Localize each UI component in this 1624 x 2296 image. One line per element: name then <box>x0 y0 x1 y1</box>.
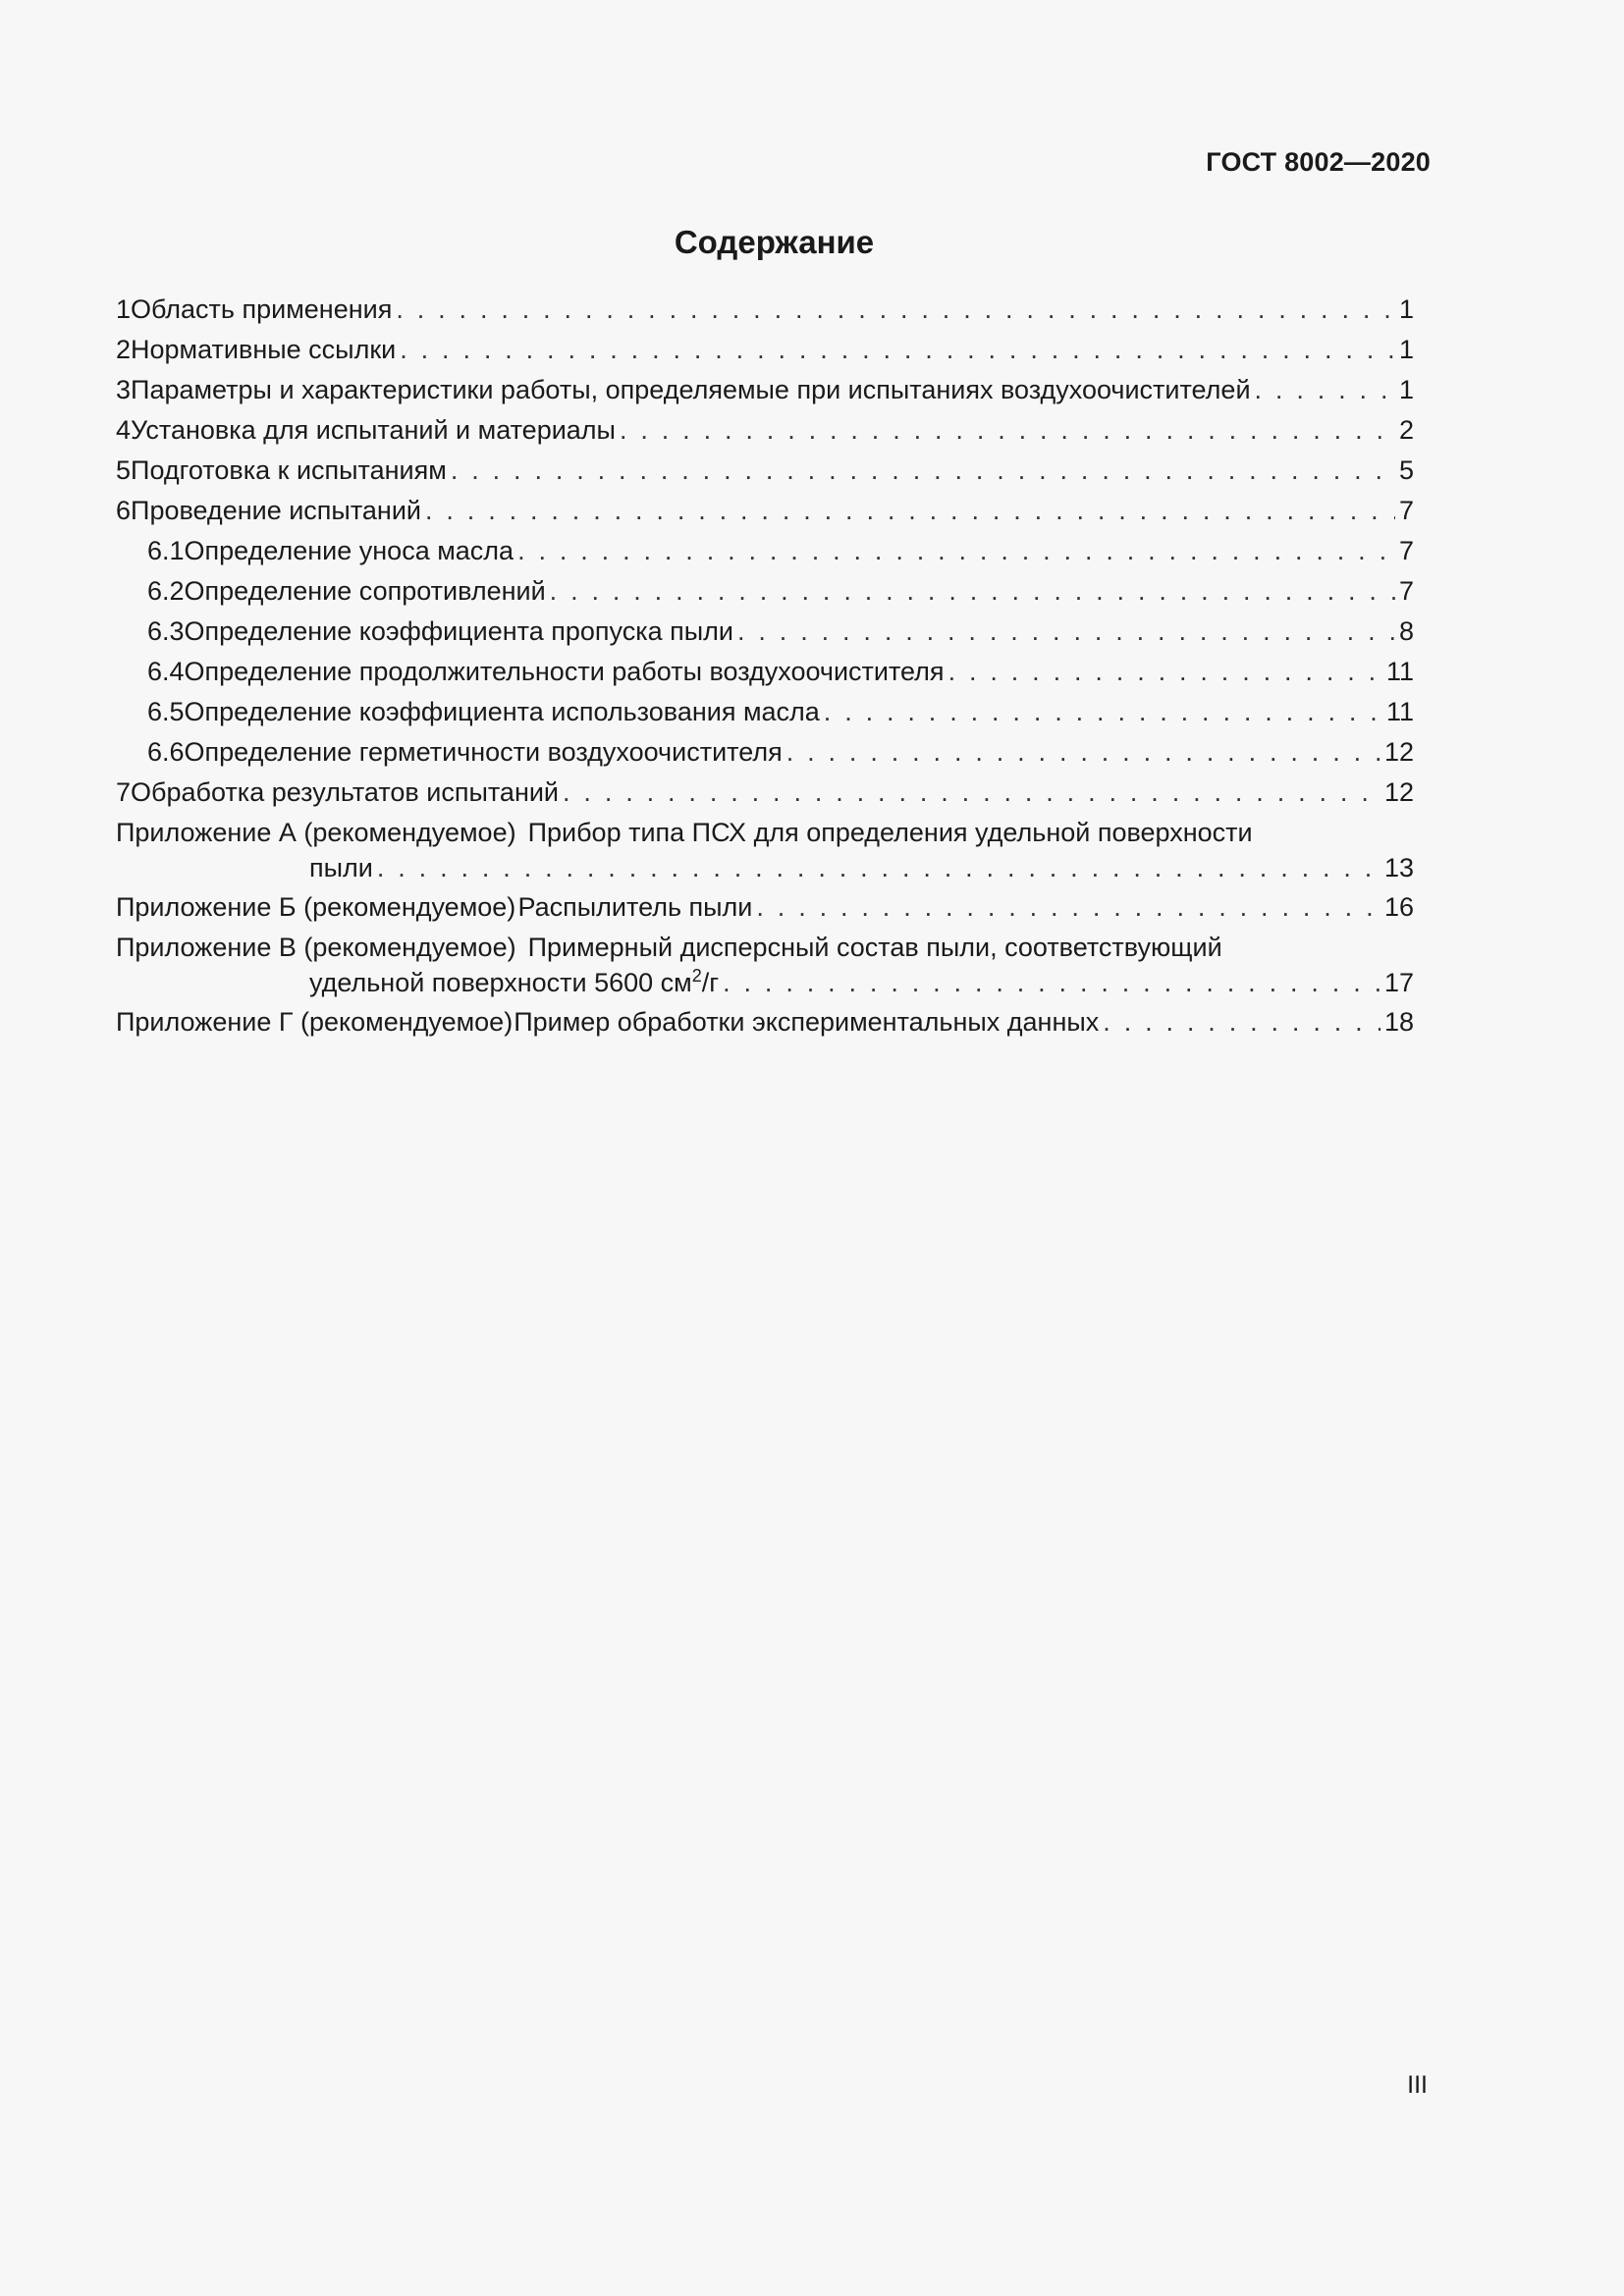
leader-dots <box>723 968 1380 998</box>
toc-entry-title: Проведение испытаний <box>131 496 421 525</box>
leader-dots <box>948 657 1382 687</box>
toc-entry-title: Область применения <box>131 294 393 324</box>
toc-entry-title: Определение уноса масла <box>184 536 514 565</box>
page-number: III <box>1407 2071 1428 2099</box>
leader-dots <box>400 335 1395 365</box>
leader-dots <box>737 616 1395 647</box>
leader-dots <box>1103 1007 1380 1038</box>
toc-entry-number: 6.6 <box>147 737 185 767</box>
appendix-label: Приложение Г (рекомендуемое) <box>116 1007 514 1037</box>
appendix-label: Приложение Б (рекомендуемое) <box>116 892 516 922</box>
toc-appendix-v[interactable] <box>116 933 1414 1007</box>
toc-entry-page: 13 <box>1383 853 1414 882</box>
leader-dots <box>550 576 1395 607</box>
leader-dots <box>786 737 1380 768</box>
toc-entry-6-1[interactable] <box>116 536 1414 576</box>
table-of-contents <box>116 294 1414 1047</box>
appendix-title-continued: пыли <box>309 853 373 882</box>
appendix-title-continued: удельной поверхности 5600 $см^2/г$ <box>309 968 720 997</box>
toc-entry-number: 1 <box>116 294 132 324</box>
leader-dots <box>756 892 1380 923</box>
leader-dots <box>451 455 1395 486</box>
toc-entry-page: 1 <box>1398 335 1414 364</box>
toc-entry-6-3[interactable] <box>116 616 1414 657</box>
toc-entry-6-6[interactable] <box>116 737 1414 777</box>
toc-entry-title: Определение коэффициента использования масла <box>184 697 820 726</box>
toc-entry-3[interactable] <box>116 375 1414 415</box>
toc-entry-title: Нормативные ссылки <box>131 335 397 364</box>
toc-entry-number: 6.4 <box>147 657 185 686</box>
toc-entry-title: Установка для испытаний и материалы <box>131 415 616 445</box>
toc-entry-page: 12 <box>1383 737 1414 767</box>
toc-entry-number: 4 <box>116 415 132 445</box>
leader-dots <box>517 536 1395 566</box>
leader-dots <box>377 853 1380 883</box>
appendix-label: Приложение В (рекомендуемое) <box>116 933 516 962</box>
toc-entry-page: 16 <box>1383 892 1414 922</box>
toc-entry-6[interactable] <box>116 496 1414 536</box>
toc-entry-number: 3 <box>116 375 132 404</box>
toc-entry-page: 7 <box>1398 576 1414 606</box>
toc-entry-page: 18 <box>1383 1007 1414 1037</box>
toc-entry-number: 6 <box>116 496 132 525</box>
toc-entry-number: 2 <box>116 335 132 364</box>
toc-entry-number: 6.3 <box>147 616 185 646</box>
leader-dots <box>824 697 1382 727</box>
leader-dots <box>425 496 1395 526</box>
toc-entry-page: 7 <box>1398 536 1414 565</box>
leader-dots <box>620 415 1395 446</box>
appendix-title: Прибор типа ПСХ для определения удельной поверхности <box>527 818 1253 847</box>
toc-entry-page: 11 <box>1385 657 1414 686</box>
appendix-title: Примерный дисперсный состав пыли, соответствующий <box>527 933 1222 962</box>
toc-entry-6-5[interactable] <box>116 697 1414 737</box>
toc-entry-number: 6.5 <box>147 697 185 726</box>
toc-entry-page: 11 <box>1385 697 1414 726</box>
leader-dots <box>396 294 1395 325</box>
toc-appendix-g[interactable] <box>116 1007 1414 1047</box>
toc-entry-title: Подготовка к испытаниям <box>131 455 447 485</box>
toc-entry-title: Определение герметичности воздухоочистителя <box>184 737 783 767</box>
toc-entry-page: 1 <box>1398 294 1414 324</box>
toc-entry-number: 5 <box>116 455 132 485</box>
appendix-label: Приложение А (рекомендуемое) <box>116 818 516 847</box>
toc-entry-number: 6.2 <box>147 576 185 606</box>
appendix-title: Распылитель пыли <box>517 892 753 922</box>
toc-entry-title: Определение продолжительности работы воздухоочистителя <box>184 657 945 686</box>
toc-entry-page: 2 <box>1398 415 1414 445</box>
toc-entry-number: 7 <box>116 777 132 807</box>
toc-entry-title: Параметры и характеристики работы, определяемые при испытаниях воздухоочистителей <box>131 375 1251 404</box>
toc-entry-page: 8 <box>1398 616 1414 646</box>
toc-entry-6-2[interactable] <box>116 576 1414 616</box>
toc-appendix-a[interactable] <box>116 818 1414 892</box>
toc-entry-page: 5 <box>1398 455 1414 485</box>
toc-entry-7[interactable] <box>116 777 1414 818</box>
toc-entry-title: Обработка результатов испытаний <box>131 777 560 807</box>
toc-entry-1[interactable] <box>116 294 1414 335</box>
document-code: ГОСТ 8002—2020 <box>1206 147 1431 177</box>
leader-dots <box>1255 375 1395 405</box>
toc-entry-page: 12 <box>1383 777 1414 807</box>
leader-dots <box>563 777 1380 808</box>
toc-entry-page: 17 <box>1383 968 1414 997</box>
appendix-title: Пример обработки экспериментальных данных <box>514 1007 1100 1037</box>
toc-title: Содержание <box>674 224 875 260</box>
toc-entry-6-4[interactable] <box>116 657 1414 697</box>
toc-entry-title: Определение коэффициента пропуска пыли <box>184 616 733 646</box>
toc-entry-page: 1 <box>1398 375 1414 404</box>
toc-entry-title: Определение сопротивлений <box>184 576 546 606</box>
toc-entry-5[interactable] <box>116 455 1414 496</box>
toc-entry-page: 7 <box>1398 496 1414 525</box>
toc-entry-2[interactable] <box>116 335 1414 375</box>
toc-appendix-b[interactable] <box>116 892 1414 933</box>
toc-entry-number: 6.1 <box>147 536 185 565</box>
toc-entry-4[interactable] <box>116 415 1414 455</box>
